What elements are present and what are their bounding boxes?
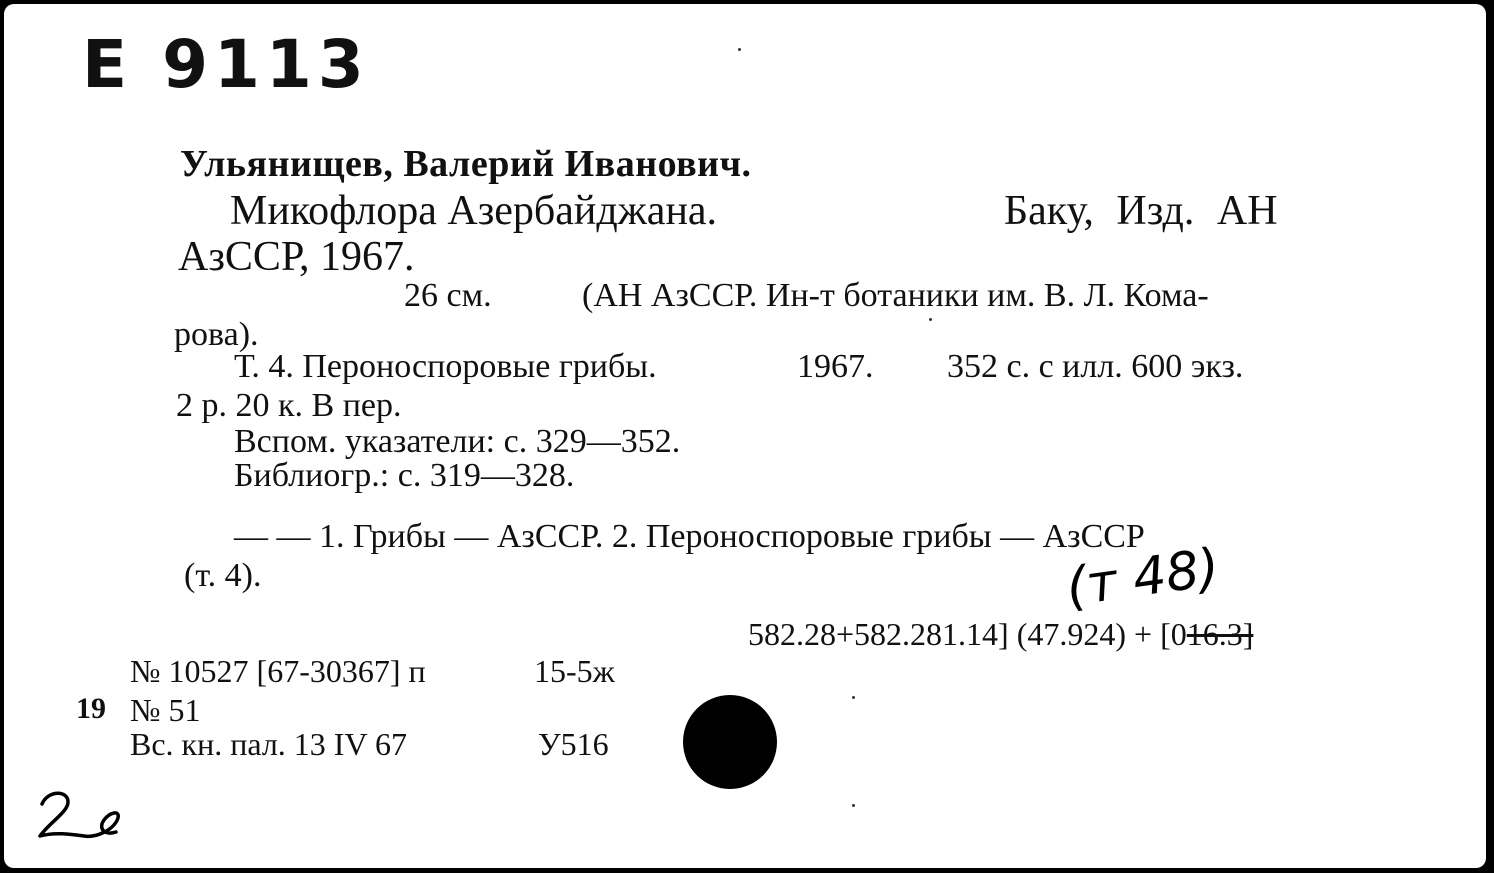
publisher-year: АзССР, 1967. bbox=[178, 234, 415, 280]
subjects-continued: (т. 4). bbox=[184, 557, 262, 594]
title: Микофлора Азербайджана. bbox=[230, 188, 718, 234]
speck bbox=[852, 804, 855, 807]
chamber-date: Вс. кн. пал. 13 IV 67 bbox=[130, 726, 407, 762]
speck bbox=[738, 48, 741, 51]
index-note: Вспом. указатели: с. 329—352. bbox=[234, 423, 681, 460]
pages: 352 с. с илл. 600 экз. bbox=[947, 348, 1244, 385]
handwritten-annotation: (т 48) bbox=[1062, 537, 1223, 619]
series-continued: рова). bbox=[174, 316, 259, 353]
author: Ульянищев, Валерий Иванович. bbox=[180, 143, 752, 185]
catalog-card bbox=[4, 4, 1486, 868]
series: (АН АзССР. Ин-т ботаники им. В. Л. Кома- bbox=[582, 277, 1209, 314]
issue-number: № 51 bbox=[130, 692, 201, 728]
volume: Т. 4. Пероноспоровые грибы. bbox=[234, 348, 657, 385]
record-code: 15-5ж bbox=[534, 653, 615, 689]
classification-struck: 16.3] bbox=[1186, 616, 1254, 652]
side-number: 19 bbox=[76, 692, 106, 725]
volume-year: 1967. bbox=[797, 348, 874, 385]
classification bbox=[748, 618, 1253, 650]
punch-hole bbox=[683, 695, 777, 789]
handwritten-signature-mark bbox=[34, 786, 130, 846]
classification-main: 582.28+582.281.14] (47.924) + [0 bbox=[748, 616, 1187, 652]
record-number: № 10527 [67-30367] п bbox=[130, 653, 426, 689]
speck bbox=[852, 696, 855, 699]
price: 2 р. 20 к. В пер. bbox=[176, 387, 402, 424]
subjects: — — 1. Грибы — АзССР. 2. Пероноспоровые грибы — АзССР bbox=[234, 518, 1145, 555]
speck bbox=[929, 318, 932, 321]
publisher-place: Баку, Изд. АН bbox=[1004, 188, 1278, 234]
bibliography-note: Библиогр.: с. 319—328. bbox=[234, 457, 575, 494]
chamber-code: У516 bbox=[538, 726, 609, 762]
call-number: E 9113 bbox=[82, 26, 370, 103]
size: 26 см. bbox=[404, 277, 492, 314]
